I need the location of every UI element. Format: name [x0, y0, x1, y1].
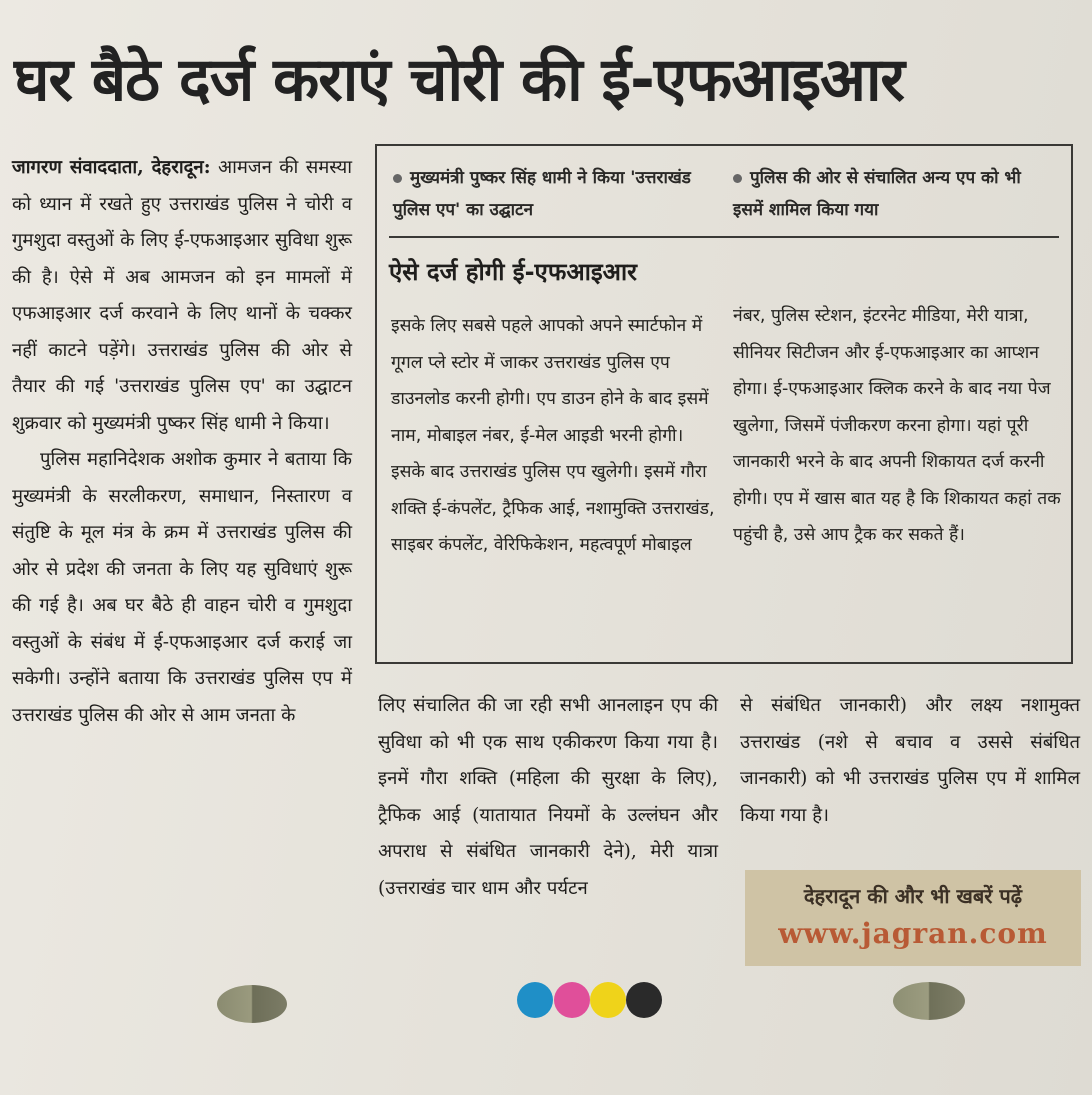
box-column-1 — [391, 308, 716, 564]
magenta-dot-icon — [554, 982, 590, 1018]
middle-column — [378, 688, 718, 907]
highlight-text: मुख्यमंत्री पुष्कर सिंह धामी ने किया 'उत्तराखंड पुलिस एप' का उद्घाटन — [393, 168, 691, 220]
box-column-2 — [733, 298, 1068, 554]
box-text: नंबर, पुलिस स्टेशन, इंटरनेट मीडिया, मेरी यात्रा, सीनियर सिटीजन और ई-एफआइआर का आप्शन होगा। ई-एफआइआर क्लिक करने के बाद नया पेज खुलेगा, जिसमें पंजीकरण करना होगा। यहां पूरी जानकारी भरने के बाद अपनी शिकायत दर्ज करनी होगी। एप में खास बात यह है कि शिकायत कहां तक पहुंची है, उसे आप ट्रैक कर सकते हैं। — [733, 306, 1061, 545]
right-column — [740, 688, 1080, 834]
promo-title: देहरादून की और भी खबरें पढ़ें — [803, 884, 1023, 908]
registration-mark-icon — [893, 982, 965, 1020]
bullet-icon — [733, 174, 742, 183]
paragraph — [12, 150, 352, 442]
info-box — [375, 144, 1073, 664]
black-dot-icon — [626, 982, 662, 1018]
byline: जागरण संवाददाता, देहरादून: — [12, 157, 211, 178]
paragraph-text: आमजन की समस्या को ध्यान में रखते हुए उत्तराखंड पुलिस ने चोरी व गुमशुदा वस्तुओं के लिए ई-एफआइआर सुविधा शुरू की है। ऐसे में अब आमजन को इन मामलों में एफआइआर दर्ज करवाने के लिए थानों के चक्कर नहीं काटने पड़ेंगे। उत्तराखंड पुलिस की ओर से तैयार की गई 'उत्तराखंड पुलिस एप' का उद्घाटन शुक्रवार को मुख्यमंत्री पुष्कर सिंह धामी ने किया। — [12, 157, 352, 434]
highlight-item — [733, 162, 1053, 226]
paragraph: से संबंधित जानकारी) और लक्ष्य नशामुक्त उत्तराखंड (नशे से बचाव व उससे संबंधित जानकारी) को भी उत्तराखंड पुलिस एप में शामिल किया गया है। — [740, 695, 1080, 826]
left-column — [12, 150, 352, 734]
paragraph: पुलिस महानिदेशक अशोक कुमार ने बताया कि मुख्यमंत्री के सरलीकरण, समाधान, निस्तारण व संतुष्टि के मूल मंत्र के क्रम में उत्तराखंड पुलिस की ओर से प्रदेश की जनता के लिए यह सुविधाएं शुरू की गई है। अब घर बैठे ही वाहन चोरी व गुमशुदा वस्तुओं के संबंध में ई-एफआइआर दर्ज कराई जा सकेगी। उन्होंने बताया कि उत्तराखंड पुलिस एप में उत्तराखंड पुलिस की ओर से आम जनता के — [12, 449, 352, 726]
highlight-item — [393, 162, 713, 226]
box-text: इसके लिए सबसे पहले आपको अपने स्मार्टफोन में गूगल प्ले स्टोर में जाकर उत्तराखंड पुलिस एप डाउनलोड करनी होगी। एप डाउन होने के बाद इसमें नाम, मोबाइल नंबर, ई-मेल आइडी भरनी होगी। इसके बाद उत्तराखंड पुलिस एप खुलेगी। इसमें गौरा शक्ति ई-कंपलेंट, ट्रैफिक आई, नशामुक्ति उत्तराखंड, साइबर कंपलेंट, वेरिफिकेशन, महत्वपूर्ण मोबाइल — [391, 316, 715, 555]
promo-banner[interactable] — [745, 870, 1081, 966]
box-subheading: ऐसे दर्ज होगी ई-एफआइआर — [389, 258, 637, 286]
registration-mark-icon — [217, 985, 287, 1023]
bullet-icon — [393, 174, 402, 183]
yellow-dot-icon — [590, 982, 626, 1018]
highlight-text: पुलिस की ओर से संचालित अन्य एप को भी इसमें शामिल किया गया — [733, 168, 1021, 220]
headline: घर बैठे दर्ज कराएं चोरी की ई-एफआइआर — [14, 45, 904, 115]
divider — [389, 236, 1059, 238]
promo-link[interactable]: www.jagran.com — [778, 917, 1048, 950]
cyan-dot-icon — [517, 982, 553, 1018]
paragraph: लिए संचालित की जा रही सभी आनलाइन एप की सुविधा को भी एक साथ एकीकरण किया गया है। इनमें गौरा शक्ति (महिला की सुरक्षा के लिए), ट्रैफिक आई (यातायात नियमों के उल्लंघन और अपराध से संबंधित जानकारी देने), मेरी यात्रा (उत्तराखंड चार धाम और पर्यटन — [378, 695, 718, 899]
